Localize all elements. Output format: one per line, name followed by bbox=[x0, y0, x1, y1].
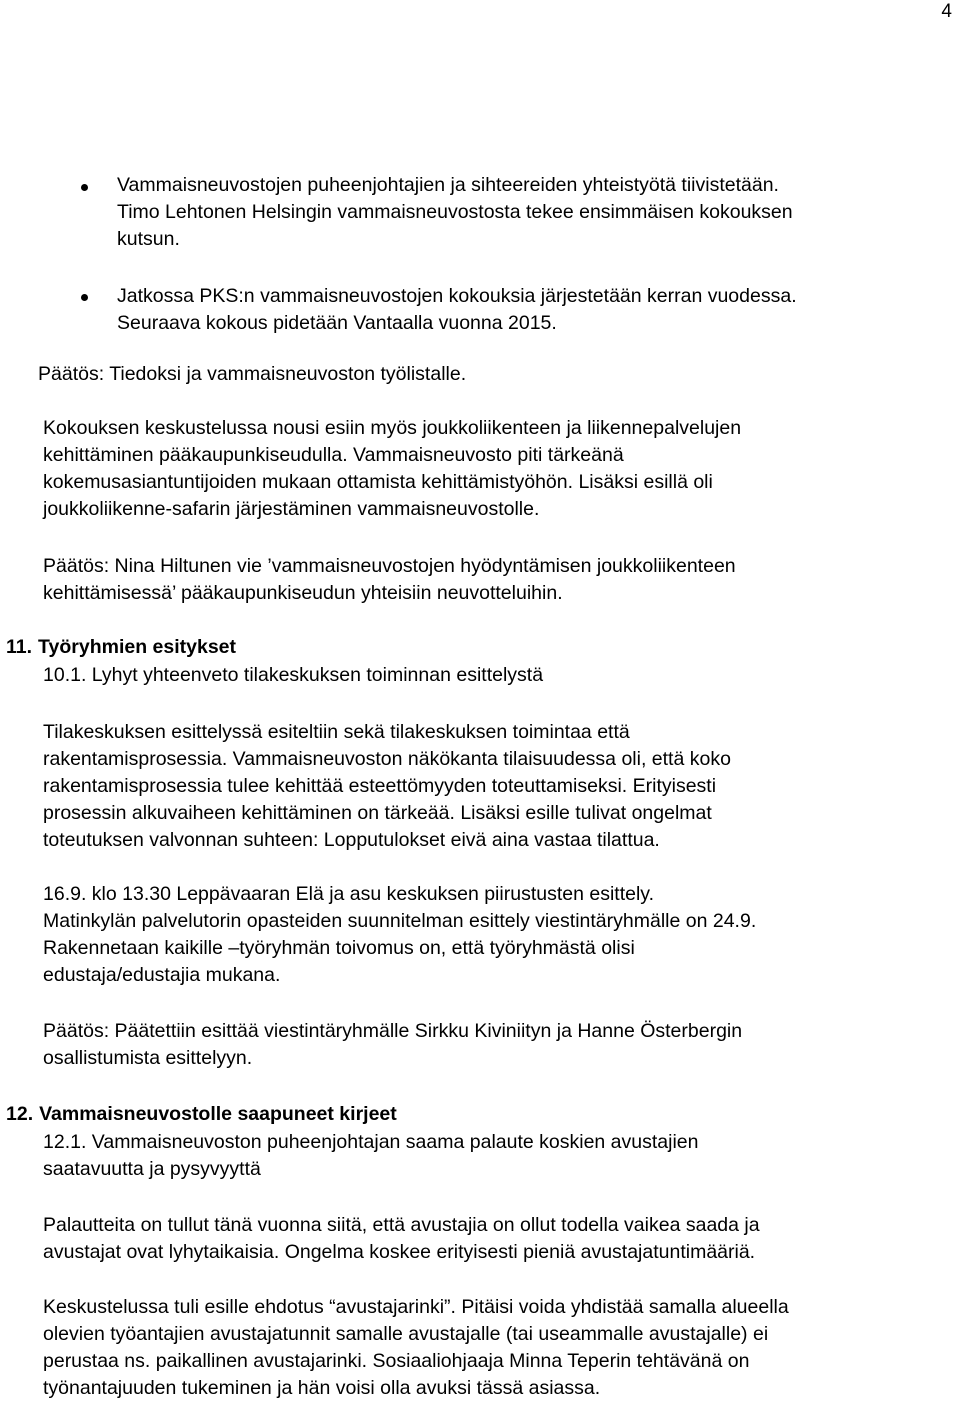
page-number: 4 bbox=[941, 1, 952, 22]
text-line: Palautteita on tullut tänä vuonna siitä, että avustajia on ollut todella vaikea saada ja bbox=[43, 1214, 760, 1236]
text-line: kokemusasiantuntijoiden mukaan ottamista kehittämistyöhön. Lisäksi esillä oli bbox=[43, 471, 713, 493]
text-line: prosessin alkuvaiheen kehittäminen on tärkeää. Lisäksi esille tulivat ongelmat bbox=[43, 802, 712, 824]
text-line: 12.1. Vammaisneuvoston puheenjohtajan saama palaute koskien avustajien bbox=[43, 1131, 699, 1153]
section-title: Vammaisneuvostolle saapuneet kirjeet bbox=[39, 1103, 397, 1125]
text-line: Päätös: Nina Hiltunen vie ’vammaisneuvostojen hyödyntämisen joukkoliikenteen bbox=[43, 555, 736, 577]
paragraph bbox=[43, 881, 955, 989]
bullet-point-icon bbox=[81, 294, 88, 301]
bullet-item bbox=[117, 283, 957, 337]
text-line: työnantajuuden tukeminen ja hän voisi olla avuksi tässä asiassa. bbox=[43, 1377, 601, 1399]
text-line: Päätös: Päätettiin esittää viestintäryhmälle Sirkku Kiviniityn ja Hanne Österbergin bbox=[43, 1020, 743, 1042]
text-line: Rakennetaan kaikille –työryhmän toivomus on, että työryhmästä olisi bbox=[43, 937, 635, 959]
text-line: Seuraava kokous pidetään Vantaalla vuonna 2015. bbox=[117, 312, 557, 334]
bullet-item bbox=[117, 172, 957, 253]
text-line: osallistumista esittelyyn. bbox=[43, 1047, 253, 1069]
section-number: 12. bbox=[6, 1103, 34, 1125]
text-line: kutsun. bbox=[117, 228, 180, 250]
text-line: Matinkylän palvelutorin opasteiden suunnitelman esittely viestintäryhmälle on 24.9. bbox=[43, 910, 757, 932]
text-line: Vammaisneuvostojen puheenjohtajien ja sihteereiden yhteistyötä tiivistetään. bbox=[117, 174, 779, 196]
text-line: 16.9. klo 13.30 Leppävaaran Elä ja asu keskuksen piirustusten esittely. bbox=[43, 883, 655, 905]
text-line: kehittäminen pääkaupunkiseudulla. Vammaisneuvosto piti tärkeänä bbox=[43, 444, 624, 466]
subsection-heading bbox=[43, 1129, 955, 1183]
decision-text: Päätös: Tiedoksi ja vammaisneuvoston työlistalle. bbox=[38, 363, 467, 385]
text-line: rakentamisprosessia tulee kehittää esteettömyyden toteuttamiseksi. Erityisesti bbox=[43, 775, 717, 797]
text-line: avustajat ovat lyhytaikaisia. Ongelma koskee erityisesti pieniä avustajatuntimääriä. bbox=[43, 1241, 756, 1263]
text-line: Kokouksen keskustelussa nousi esiin myös joukkoliikenteen ja liikennepalvelujen bbox=[43, 417, 742, 439]
decision-text bbox=[43, 553, 955, 607]
text-line: perustaa ns. paikallinen avustajarinki. Sosiaaliohjaaja Minna Teperin tehtävänä on bbox=[43, 1350, 750, 1372]
text-line: Tilakeskuksen esittelyssä esiteltiin sekä tilakeskuksen toimintaa että bbox=[43, 721, 630, 743]
text-line: olevien työantajien avustajatunnit samalle avustajalle (tai useammalle avustajalle) ei bbox=[43, 1323, 769, 1345]
paragraph bbox=[43, 415, 955, 523]
text-line: Keskustelussa tuli esille ehdotus “avustajarinki”. Pitäisi voida yhdistää samalla alueella bbox=[43, 1296, 789, 1318]
text-line: saatavuutta ja pysyvyyttä bbox=[43, 1158, 261, 1180]
paragraph bbox=[43, 719, 955, 854]
section-heading bbox=[6, 1101, 397, 1128]
text-line: edustaja/edustajia mukana. bbox=[43, 964, 281, 986]
text-line: Timo Lehtonen Helsingin vammaisneuvostosta tekee ensimmäisen kokouksen bbox=[117, 201, 793, 223]
bullet-point-icon bbox=[81, 184, 88, 191]
text-line: joukkoliikenne-safarin järjestäminen vammaisneuvostolle. bbox=[43, 498, 540, 520]
text-line: kehittämisessä’ pääkaupunkiseudun yhteisiin neuvotteluihin. bbox=[43, 582, 563, 604]
paragraph bbox=[43, 1294, 955, 1402]
section-number: 11. bbox=[6, 636, 33, 658]
subsection-heading: 10.1. Lyhyt yhteenveto tilakeskuksen toiminnan esittelystä bbox=[43, 664, 544, 686]
paragraph bbox=[43, 1212, 955, 1266]
text-line: toteutuksen valvonnan suhteen: Lopputulokset eivä aina vastaa tilattua. bbox=[43, 829, 660, 851]
text-line: rakentamisprosessia. Vammaisneuvoston näkökanta tilaisuudessa oli, että koko bbox=[43, 748, 731, 770]
section-title: Työryhmien esitykset bbox=[38, 636, 237, 658]
decision-text bbox=[43, 1018, 955, 1072]
text-line: Jatkossa PKS:n vammaisneuvostojen kokouksia järjestetään kerran vuodessa. bbox=[117, 285, 797, 307]
section-heading bbox=[6, 634, 236, 661]
